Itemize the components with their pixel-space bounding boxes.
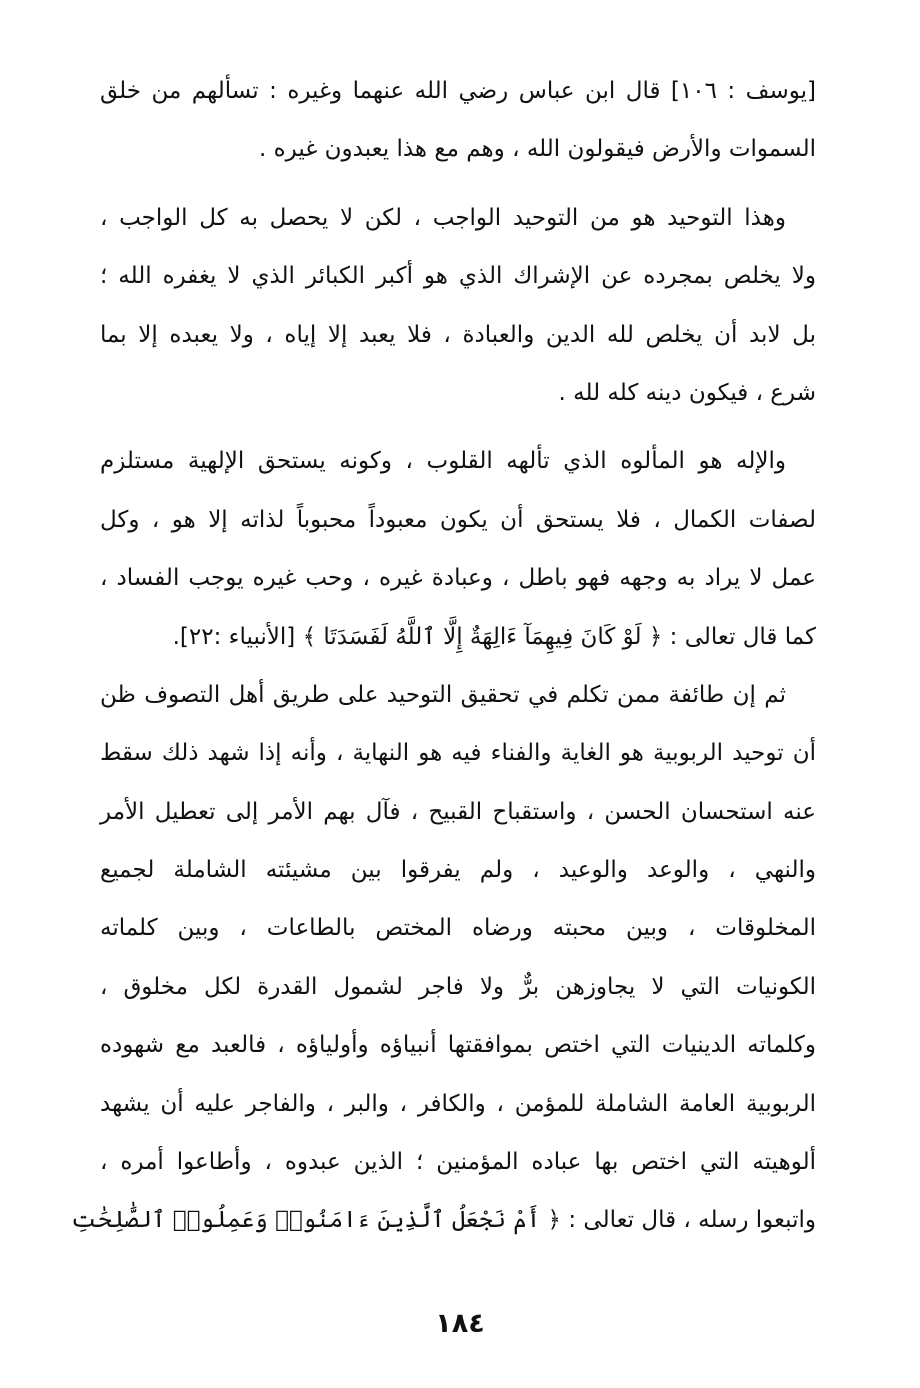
verse-line [71,1191,816,1249]
text-line: لصفات الكمال ، فلا يستحق أن يكون معبوداً محبوباً لذاته إلا هو ، وكل [100,506,816,533]
page-number: ١٨٤ [435,1308,485,1339]
text-line: ثم إن طائفة ممن تكلم في تحقيق التوحيد على طريق أهل التصوف ظن [100,681,786,708]
text-line: عنه استحسان الحسن ، واستقباح القبيح ، فآل بهم الأمر إلى تعطيل الأمر [100,798,816,825]
verse-reference: [الأنبياء :٢٢]. [172,623,303,650]
text-line: وكلماته الدينيات التي اختص بموافقتها أنبياؤه وأولياؤه ، فالعبد مع شهوده [100,1032,816,1059]
quran-verse: ﴿ لَوْ كَانَ فِيهِمَآ ءَالِهَةٌ إِلَّا ٱللَّهُ لَفَسَدَتَا ﴾ [302,623,663,650]
text-line: المخلوقات ، وبين محبته ورضاه المختص بالطاعات ، وبين كلماته [100,915,816,942]
text-line: أن توحيد الربوبية هو الغاية والفناء فيه هو النهاية ، وأنه إذا شهد ذلك سقط [100,740,816,767]
text-line: وهذا التوحيد هو من التوحيد الواجب ، لكن لا يحصل به كل الواجب ، [100,204,786,231]
text-line: السموات والأرض فيقولون الله ، وهم مع هذا يعبدون غيره . [259,136,816,163]
text-line: ولا يخلص بمجرده عن الإشراك الذي هو أكبر الكبائر الذي لا يغفره الله ؛ [100,263,816,290]
page-body [71,62,816,1250]
text-line: والنهي ، والوعد والوعيد ، ولم يفرقوا بين مشيئته الشاملة لجميع [100,857,816,884]
text-line: عمل لا يراد به وجهه فهو باطل ، وعبادة غيره ، وحب غيره يوجب الفساد ، [100,565,816,592]
text-line: ألوهيته التي اختص بها عباده المؤمنين ؛ الذين عبدوه ، وأطاعوا أمره ، [100,1149,816,1176]
verse-line [100,608,816,666]
text-line: الربوبية العامة الشاملة للمؤمن ، والكافر ، والبر ، والفاجر عليه أن يشهد [100,1090,816,1117]
quran-verse: ﴿ أَمْ نَجْعَلُ ٱلَّذِينَ ءَامَنُوا۟ وَعَمِلُوا۟ ٱلصَّٰلِحَٰتِ [71,1207,562,1234]
text-line: والإله هو المألوه الذي تألهه القلوب ، وكونه يستحق الإلهية مستلزم [100,448,786,475]
text-line: بل لابد أن يخلص لله الدين والعبادة ، فلا يعبد إلا إياه ، ولا يعبده إلا بما [100,321,816,348]
text-line: الكونيات التي لا يجاوزهن برٌّ ولا فاجر لشمول القدرة لكل مخلوق ، [100,973,816,1000]
verse-intro: كما قال تعالى : [662,623,816,650]
verse-intro: واتبعوا رسله ، قال تعالى : [561,1207,816,1234]
text-line: شرع ، فيكون دينه كله لله . [558,379,816,406]
text-line: [يوسف : ١٠٦] قال ابن عباس رضي الله عنهما وغيره : تسألهم من خلق [100,78,816,104]
